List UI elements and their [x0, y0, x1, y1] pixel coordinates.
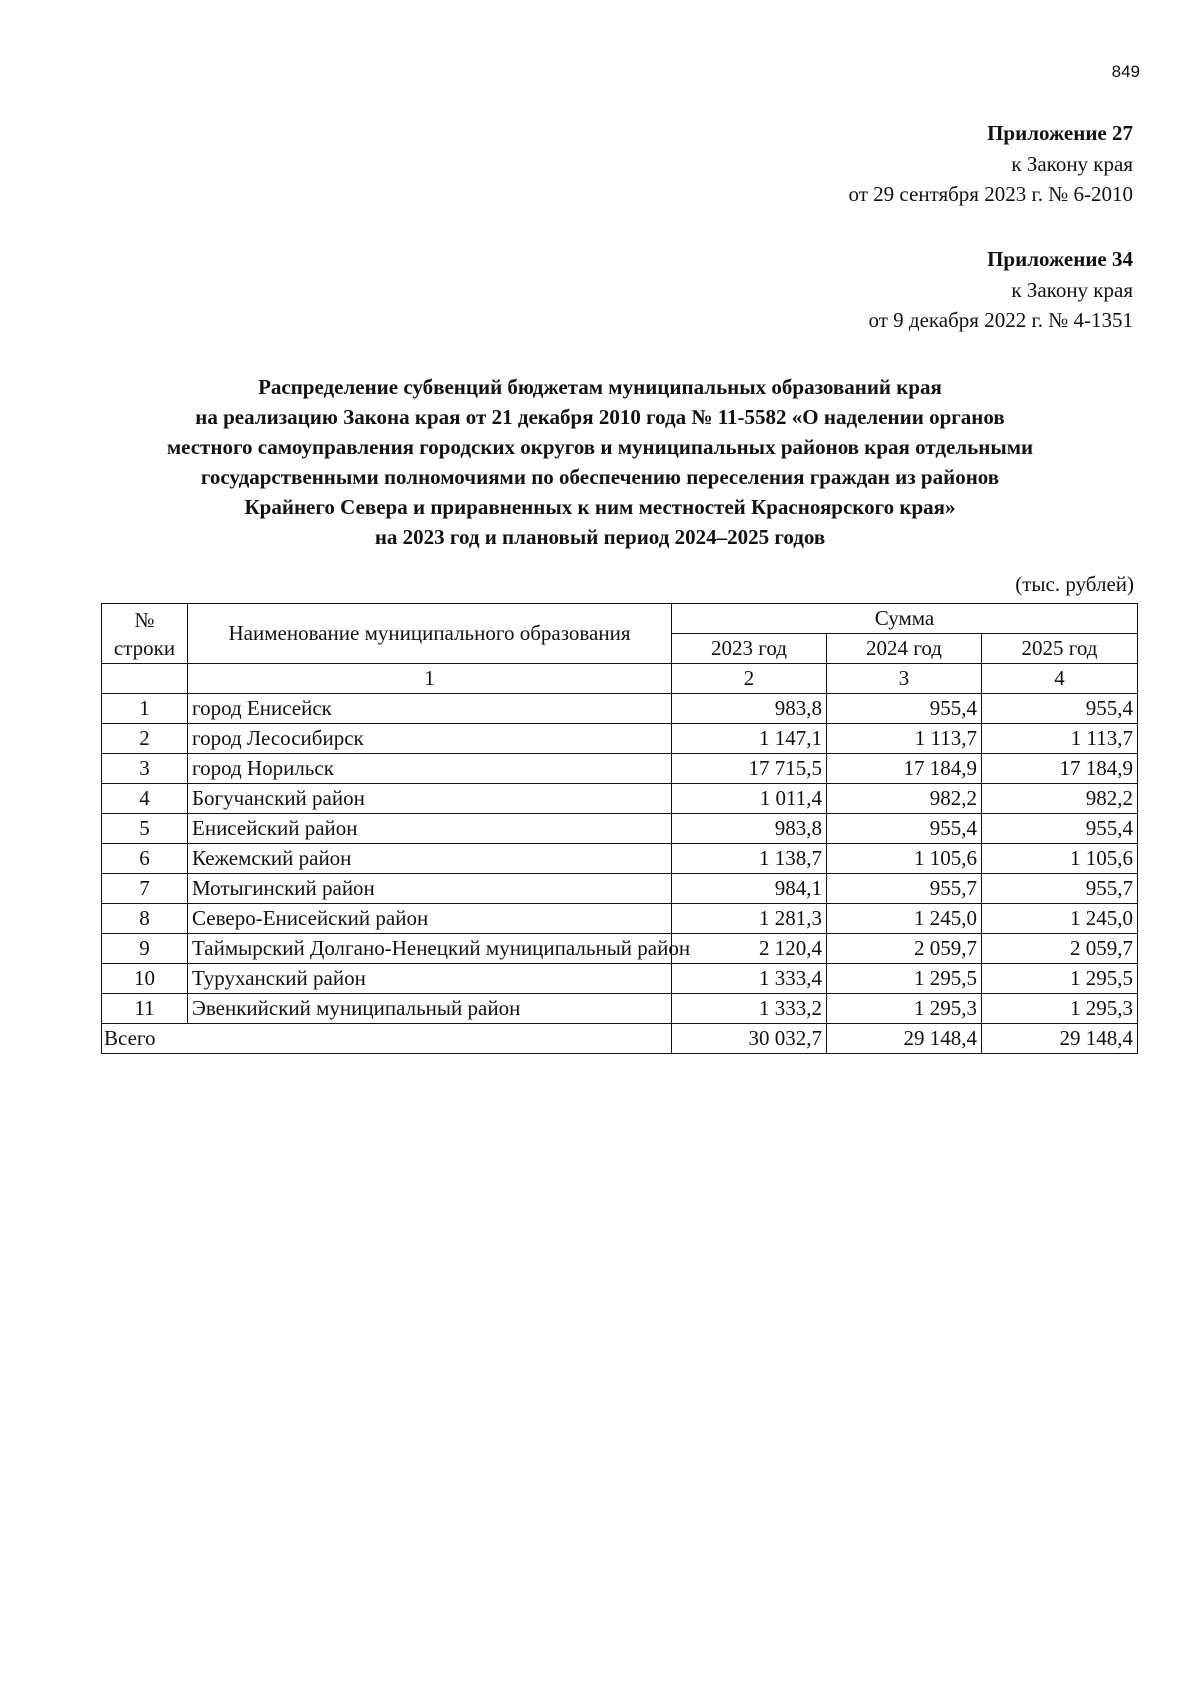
appendix-27-block	[849, 118, 1133, 210]
appendix-law-date: от 29 сентября 2023 г. № 6-2010	[848, 182, 1133, 206]
appendix-law-ref: к Закону края	[1011, 277, 1133, 302]
row-number: 9	[102, 934, 188, 964]
column-number-blank	[102, 664, 188, 694]
value-2024: 982,2	[827, 784, 982, 814]
value-2024: 1 113,7	[827, 724, 982, 754]
value-2024: 17 184,9	[827, 754, 982, 784]
title-line: Распределение субвенций бюджетам муниципальных образований края	[258, 375, 942, 399]
column-number: 2	[672, 664, 827, 694]
value-2024: 1 295,3	[827, 994, 982, 1024]
appendix-law-date: от 9 декабря 2022 г. № 4-1351	[868, 308, 1133, 332]
table-row	[102, 934, 1138, 964]
column-number-row	[102, 664, 1138, 694]
table-row	[102, 724, 1138, 754]
row-number: 7	[102, 874, 188, 904]
value-2024: 955,4	[827, 814, 982, 844]
municipality-name: Северо-Енисейский район	[188, 904, 672, 934]
municipality-name: Кежемский район	[188, 844, 672, 874]
value-2023: 983,8	[672, 814, 827, 844]
row-number: 8	[102, 904, 188, 934]
appendix-title: Приложение 34	[987, 247, 1133, 271]
table-row	[102, 994, 1138, 1024]
total-2023: 30 032,7	[672, 1024, 827, 1054]
table-row	[102, 694, 1138, 724]
value-2024: 1 245,0	[827, 904, 982, 934]
value-2025: 982,2	[982, 784, 1138, 814]
header-year-2023: 2023 год	[672, 634, 827, 664]
table-row	[102, 904, 1138, 934]
value-2023: 1 147,1	[672, 724, 827, 754]
page-number: 849	[1111, 62, 1140, 81]
municipality-name: Мотыгинский район	[188, 874, 672, 904]
value-2025: 2 059,7	[982, 934, 1138, 964]
value-2023: 1 281,3	[672, 904, 827, 934]
value-2023: 984,1	[672, 874, 827, 904]
value-2023: 1 011,4	[672, 784, 827, 814]
value-2024: 1 105,6	[827, 844, 982, 874]
column-number: 4	[982, 664, 1138, 694]
table-row	[102, 964, 1138, 994]
title-line: Крайнего Севера и приравненных к ним местностей Красноярского края»	[244, 495, 956, 519]
municipality-name: Енисейский район	[188, 814, 672, 844]
value-2025: 955,4	[982, 814, 1138, 844]
row-number: 2	[102, 724, 188, 754]
value-2025: 1 295,5	[982, 964, 1138, 994]
row-number: 5	[102, 814, 188, 844]
value-2023: 17 715,5	[672, 754, 827, 784]
units-note: (тыс. рублей)	[1015, 572, 1134, 596]
value-2024: 955,7	[827, 874, 982, 904]
municipality-name: Эвенкийский муниципальный район	[188, 994, 672, 1024]
value-2025: 17 184,9	[982, 754, 1138, 784]
row-number: 6	[102, 844, 188, 874]
value-2025: 1 245,0	[982, 904, 1138, 934]
title-line: на 2023 год и плановый период 2024–2025 годов	[374, 525, 826, 549]
value-2023: 983,8	[672, 694, 827, 724]
value-2024: 1 295,5	[827, 964, 982, 994]
total-row	[102, 1024, 1138, 1054]
title-line: государственными полномочиями по обеспечению переселения граждан из районов	[200, 465, 1000, 489]
value-2025: 1 113,7	[982, 724, 1138, 754]
column-number: 3	[827, 664, 982, 694]
title-line: на реализацию Закона края от 21 декабря 2010 года № 11-5582 «О наделении органов	[195, 405, 1005, 429]
appendix-title: Приложение 27	[987, 121, 1133, 145]
table-row	[102, 784, 1138, 814]
value-2024: 2 059,7	[827, 934, 982, 964]
total-label: Всего	[102, 1024, 672, 1054]
table-row	[102, 754, 1138, 784]
row-number: 4	[102, 784, 188, 814]
appendix-34-block	[869, 244, 1133, 336]
document-title	[60, 372, 1140, 552]
municipality-name: город Норильск	[188, 754, 672, 784]
subvention-table	[101, 603, 1138, 1054]
value-2023: 1 333,2	[672, 994, 827, 1024]
table-row	[102, 844, 1138, 874]
column-number: 1	[188, 664, 672, 694]
value-2025: 1 295,3	[982, 994, 1138, 1024]
table-row	[102, 814, 1138, 844]
municipality-name: город Енисейск	[188, 694, 672, 724]
header-no-sign: №	[134, 607, 155, 632]
row-number: 10	[102, 964, 188, 994]
title-line: местного самоуправления городских округов и муниципальных районов края отдельными	[166, 435, 1034, 459]
header-sum: Сумма	[672, 604, 1138, 634]
appendix-law-ref: к Закону края	[1011, 151, 1133, 176]
value-2023: 1 138,7	[672, 844, 827, 874]
value-2025: 1 105,6	[982, 844, 1138, 874]
total-2024: 29 148,4	[827, 1024, 982, 1054]
value-2024: 955,4	[827, 694, 982, 724]
header-row-number	[102, 604, 188, 664]
value-2025: 955,7	[982, 874, 1138, 904]
municipality-name: Таймырский Долгано-Ненецкий муниципальный район	[188, 934, 672, 964]
value-2023: 1 333,4	[672, 964, 827, 994]
header-year-2025: 2025 год	[982, 634, 1138, 664]
row-number: 3	[102, 754, 188, 784]
municipality-name: Туруханский район	[188, 964, 672, 994]
total-2025: 29 148,4	[982, 1024, 1138, 1054]
municipality-name: Богучанский район	[188, 784, 672, 814]
row-number: 1	[102, 694, 188, 724]
header-municipality-name: Наименование муниципального образования	[188, 604, 672, 664]
header-year-2024: 2024 год	[827, 634, 982, 664]
value-2023: 2 120,4	[672, 934, 827, 964]
table-row	[102, 874, 1138, 904]
row-number: 11	[102, 994, 188, 1024]
value-2025: 955,4	[982, 694, 1138, 724]
header-no-label: строки	[113, 635, 176, 660]
municipality-name: город Лесосибирск	[188, 724, 672, 754]
